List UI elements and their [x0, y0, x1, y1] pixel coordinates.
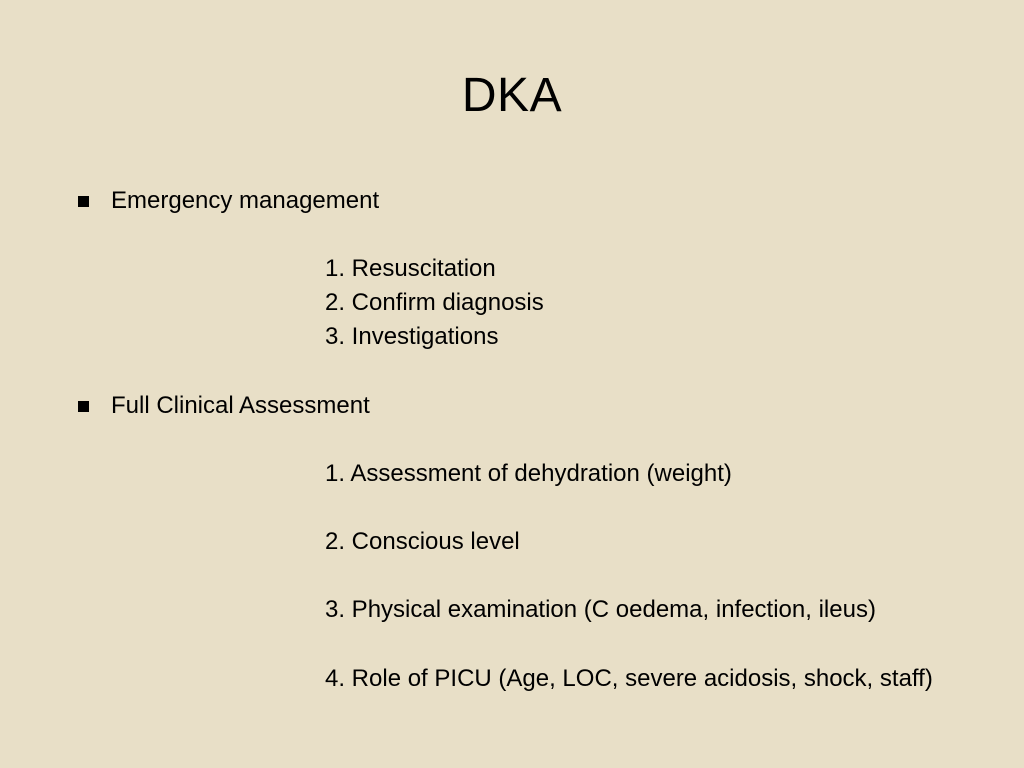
list-item: 2. Conscious level	[325, 528, 520, 555]
section-heading-emergency-management: Emergency management	[111, 187, 380, 214]
section-heading-full-clinical-assessment: Full Clinical Assessment	[111, 392, 370, 419]
list-item: 1. Resuscitation	[325, 255, 496, 282]
list-item: 2. Confirm diagnosis	[325, 289, 544, 316]
list-item: 1. Assessment of dehydration (weight)	[325, 460, 732, 487]
list-item: 3. Physical examination (C oedema, infection, ileus)	[325, 596, 876, 623]
square-bullet-icon	[78, 196, 89, 207]
square-bullet-icon	[78, 401, 89, 412]
slide-title: DKA	[461, 69, 563, 122]
list-item: 4. Role of PICU (Age, LOC, severe acidosis, shock, staff)	[325, 665, 933, 692]
list-item: 3. Investigations	[325, 323, 499, 350]
